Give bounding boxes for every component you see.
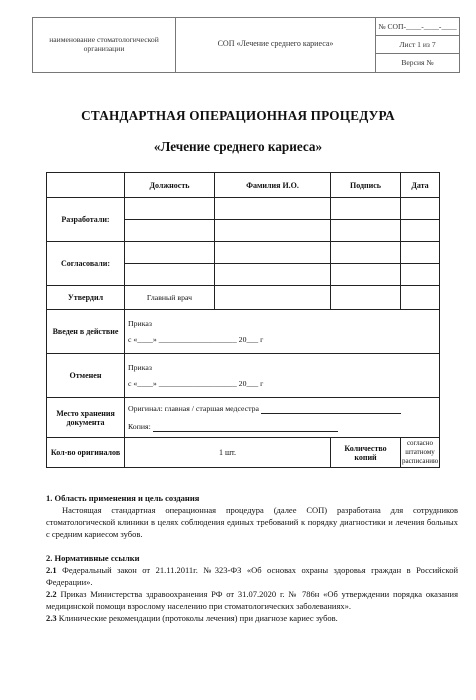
storage-copy <box>128 422 436 432</box>
enacted-order-cell <box>125 310 440 354</box>
storage-cell <box>125 398 440 438</box>
table-cell <box>215 198 331 220</box>
header-table <box>32 17 460 73</box>
table-cell <box>125 242 215 264</box>
section-1-text: Настоящая стандартная операционная процедура (далее СОП) разработана для сотрудников стоматологической клиники в целях соблюдения единых требований к порядку диагностики и лечения больных с средним кариесом зубов. <box>46 505 458 539</box>
document-body <box>46 492 458 624</box>
document-subtitle: «Лечение среднего кариеса» <box>153 139 323 154</box>
original-blank-line <box>261 405 401 414</box>
table-cell <box>401 264 440 286</box>
copies-count: согласно штатному расписанию <box>401 438 440 468</box>
reference-1-number: 2.1 <box>46 565 57 575</box>
table-cell <box>401 198 440 220</box>
reference-3-number: 2.3 <box>46 613 57 623</box>
header-org-name: наименование стоматологической организации <box>33 18 176 72</box>
cancelled-order-label: Приказ <box>128 362 152 372</box>
table-cell <box>401 220 440 242</box>
row-originals-count: Кол-во оригиналов <box>47 438 125 468</box>
originals-count: 1 шт. <box>125 438 331 468</box>
reference-3-text: Клинические рекомендации (протоколы лечения) при диагнозе кариес зубов. <box>58 613 338 623</box>
col-signature: Подпись <box>331 173 401 198</box>
storage-copy-label: Копия: <box>128 421 151 431</box>
section-2-heading: 2. Нормативные ссылки <box>46 553 140 563</box>
copy-blank-line <box>153 423 338 432</box>
col-date: Дата <box>401 173 440 198</box>
storage-original <box>128 404 436 414</box>
reference-2 <box>46 588 458 612</box>
header-sop-name: СОП «Лечение среднего кариеса» <box>176 18 376 72</box>
table-cell <box>331 220 401 242</box>
copies-count-label: Количество копий <box>331 438 401 468</box>
storage-original-label: Оригинал: главная / старшая медсестра <box>128 403 260 413</box>
table-cell <box>401 242 440 264</box>
col-name: Фамилия И.О. <box>215 173 331 198</box>
table-cell <box>215 286 331 310</box>
table-cell <box>331 286 401 310</box>
reference-3 <box>46 612 458 624</box>
table-cell <box>331 242 401 264</box>
cancelled-order-date: с «____» ____________________ 20___ г <box>128 378 264 388</box>
row-developed: Разработали: <box>47 198 125 242</box>
table-cell <box>125 198 215 220</box>
col-position: Должность <box>125 173 215 198</box>
reference-1-text: Федеральный закон от 21.11.2011г. №323-ФЗ «Об основах охраны здоровья граждан в Российской Федерации». <box>46 565 459 587</box>
table-cell <box>401 286 440 310</box>
header-sheet: Лист 1 из 7 <box>376 36 459 54</box>
table-cell <box>215 264 331 286</box>
cancelled-order-cell <box>125 354 440 398</box>
table-header-empty <box>47 173 125 198</box>
section-1-heading: 1. Область применения и цель создания <box>46 493 200 503</box>
table-cell <box>331 264 401 286</box>
row-approved: Утвердил <box>47 286 125 310</box>
row-cancelled: Отменен <box>47 354 125 398</box>
header-meta <box>376 18 459 72</box>
approved-position: Главный врач <box>125 286 215 310</box>
row-agreed: Согласовали: <box>47 242 125 286</box>
row-storage: Место хранения документа <box>47 398 125 438</box>
table-cell <box>215 220 331 242</box>
enacted-order-label: Приказ <box>128 318 152 328</box>
header-version: Версия № <box>401 58 434 67</box>
table-cell <box>331 198 401 220</box>
reference-1 <box>46 564 458 588</box>
approval-table <box>46 172 440 468</box>
reference-2-number: 2.2 <box>46 589 57 599</box>
enacted-order-date: с «____» ____________________ 20___ г <box>128 334 264 344</box>
row-enacted: Введен в действие <box>47 310 125 354</box>
table-cell <box>215 242 331 264</box>
table-cell <box>125 220 215 242</box>
table-cell <box>125 264 215 286</box>
header-sop-number: № СОП-____-____-____ <box>376 18 459 36</box>
document-title: СТАНДАРТНАЯ ОПЕРАЦИОННАЯ ПРОЦЕДУРА <box>81 108 395 123</box>
reference-2-text: Приказ Министерства здравоохранения РФ от 31.07.2020 г. № 786н «Об утверждении порядка оказания медицинской помощи взрослому населению при стоматологических заболеваниях». <box>46 589 459 611</box>
